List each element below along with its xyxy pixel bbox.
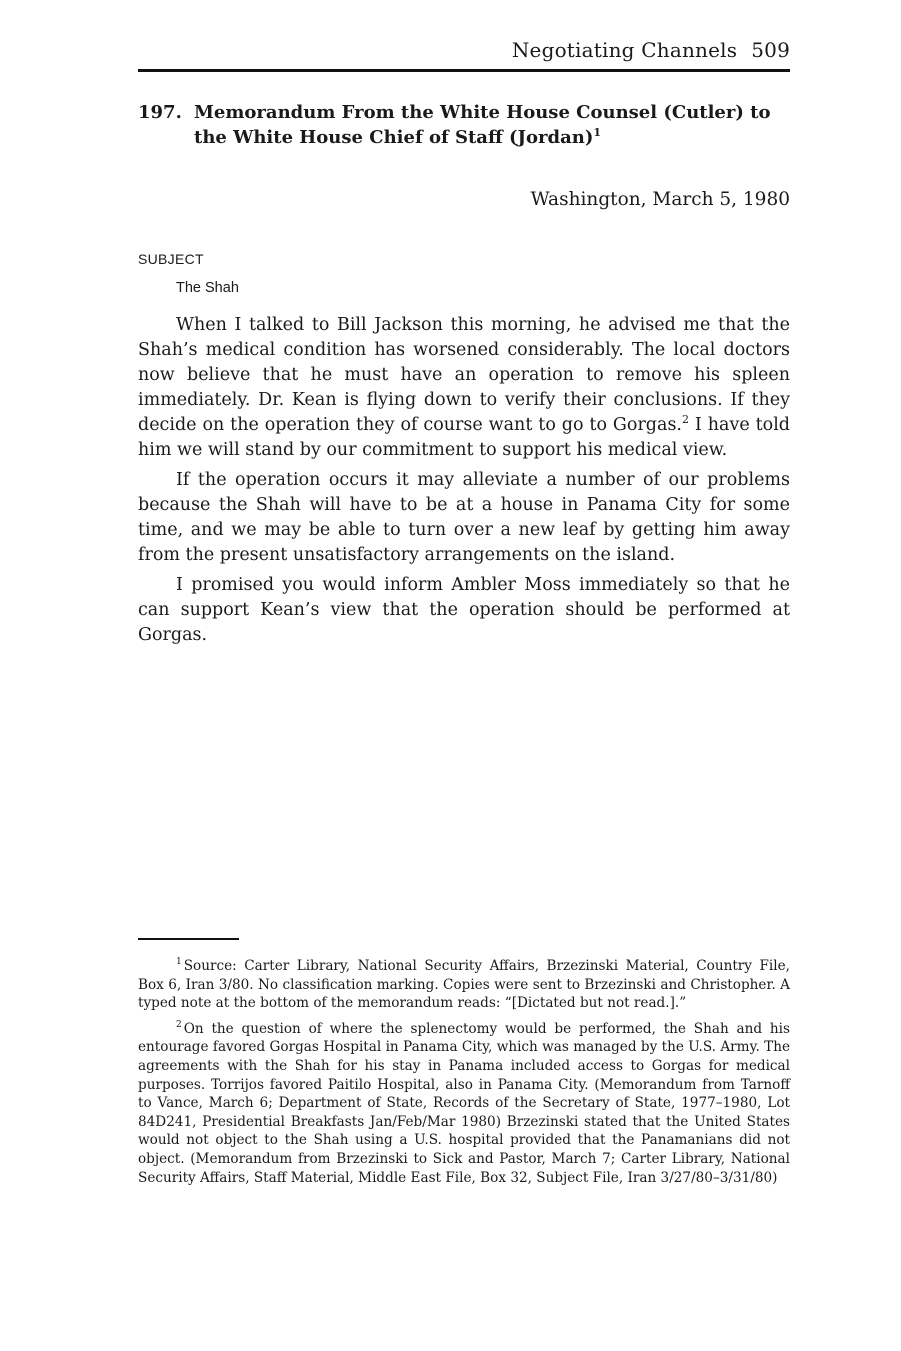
body-paragraph: I promised you would inform Ambler Moss immediately so that he can support Kean’s view that the operation should be performed at Gorgas. [138,575,790,645]
memo-body [138,313,790,653]
body-paragraph: If the operation occurs it may alleviate a number of our problems because the Shah will have to be at a house in Panama City for some time, and we may be able to turn over a new leaf by getting him away from the present unsatisfactory arrangements on the island. [138,470,790,565]
subject-label: SUBJECT [138,251,204,267]
dateline: Washington, March 5, 1980 [530,189,790,210]
footnote-marker: 1 [176,957,182,968]
footnote-ref-1[interactable]: 1 [593,126,602,139]
footnotes [138,957,790,1194]
running-header [512,38,790,62]
document-heading [138,100,790,150]
footnote-marker: 2 [176,1020,182,1031]
running-title: Negotiating Channels [511,38,738,62]
document-number: 197. [138,102,182,123]
footnote-rule [138,938,239,940]
footnote-ref-2[interactable]: 2 [682,413,689,427]
body-paragraph: When I talked to Bill Jackson this morning, he advised me that the Shah’s medical condition has worsened considerably. The local doctors now believe that he must have an operation to remove his spleen immediately. Dr. Kean is flying down to verify their conclusions. If they decide on the operation they of course want to go to Gorgas.$^2$ I have told him we will stand by our commitment to support his medical view. [138,315,790,460]
subject-text: The Shah [176,280,239,296]
footnote: $^1$ Source: Carter Library, National Security Affairs, Brzezinski Material, Country File, Box 6, Iran 3/80. No classification marking. Copies were sent to Brzezinski and Christopher. A typed note at the bottom of the memorandum reads: “[Dictated but not read.].” [138,957,790,1012]
header-rule [138,69,790,72]
page-number: 509 [751,38,790,62]
footnote: $^2$ On the question of where the splenectomy would be performed, the Shah and his entourage favored Gorgas Hospital in Panama City, which was managed by the U.S. Army. The agreements with the Shah for his stay in Panama included access to Gorgas for medical purposes. Torrijos favored Paitilo Hospital, also in Panama City. (Memorandum from Tarnoff to Vance, March 6; Department of State, Records of the Secretary of State, 1977–1980, Lot 84D241, Presidential Breakfasts Jan/Feb/Mar 1980) Brzezinski stated that the United States would not object to the Shah using a U.S. hospital provided that the Panamanians did not object. (Memorandum from Brzezinski to Sick and Pastor, March 7; Carter Library, National Security Affairs, Staff Material, Middle East File, Box 32, Subject File, Iran 3/27/80–3/31/80) [138,1020,790,1186]
document-title: Memorandum From the White House Counsel (Cutler) to the White House Chief of Staff (Jordan)$^1$ [194,102,771,148]
